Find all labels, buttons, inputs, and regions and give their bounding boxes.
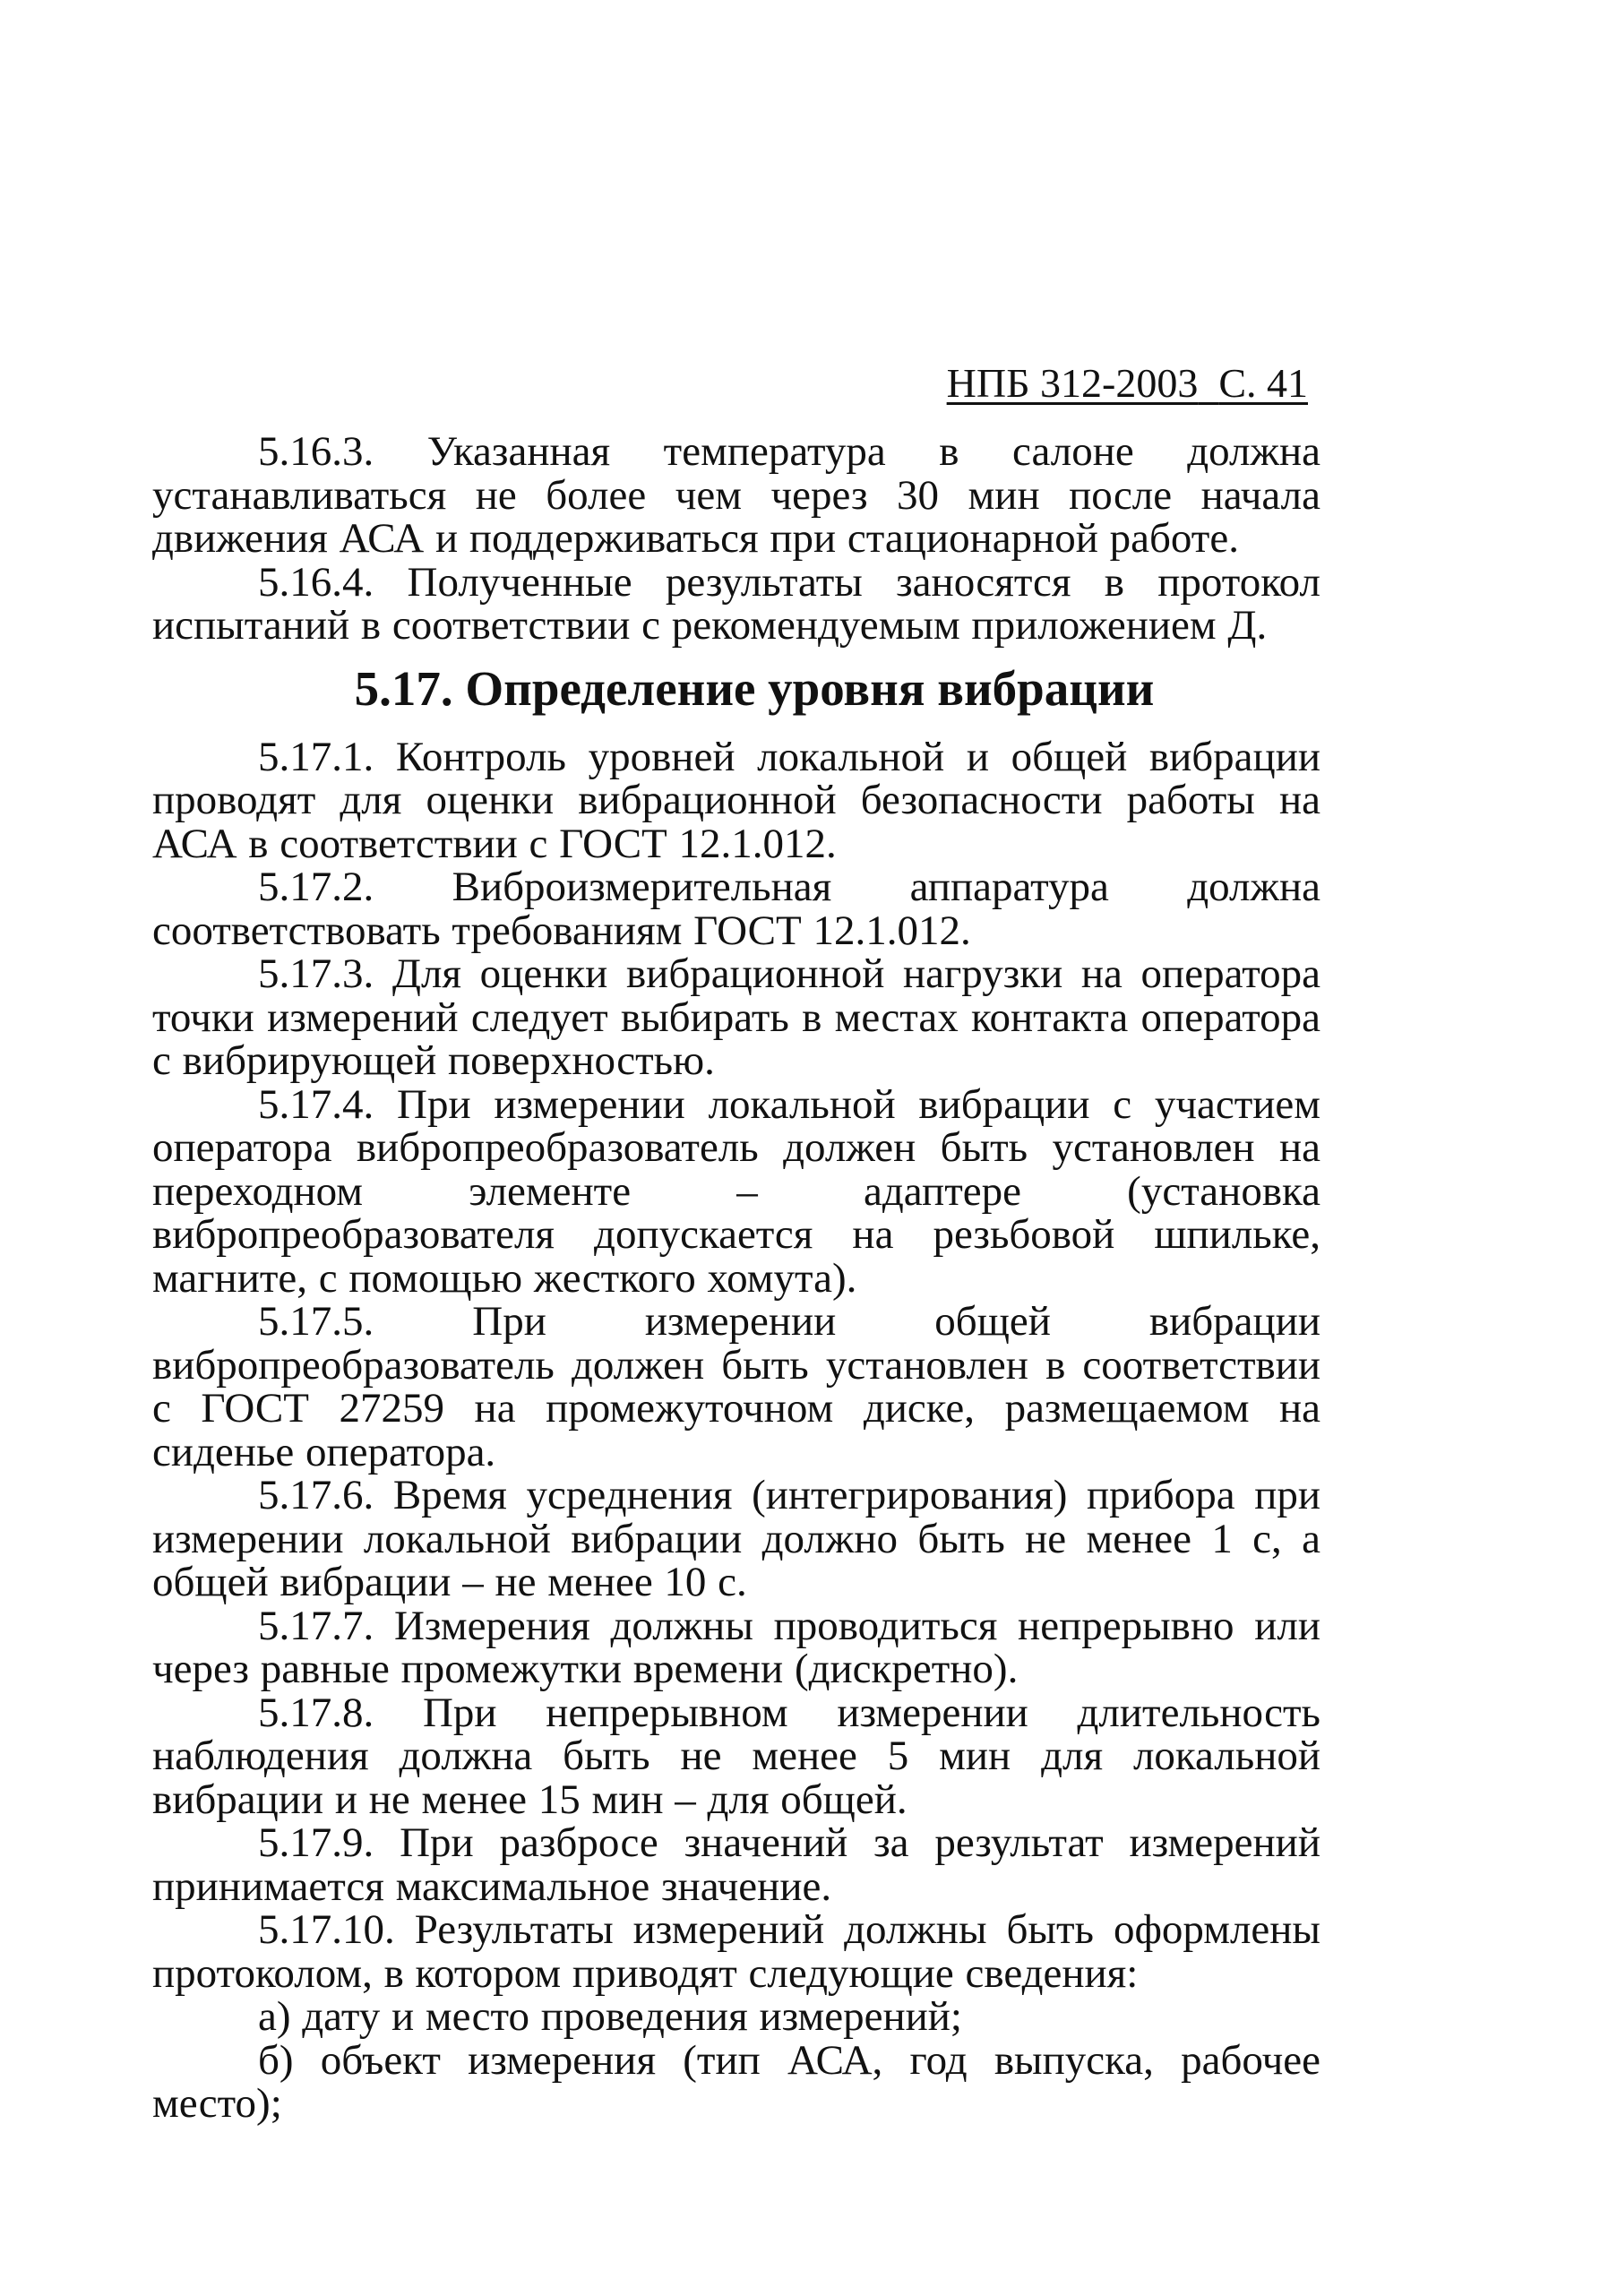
paragraph-5-17-3: 5.17.3. Для оценки вибрационной нагрузки на оператора точки измерений следует выбирать в местах контакта оператора с вибрирующей поверхностью. bbox=[152, 950, 1320, 1084]
paragraph-5-17-8: 5.17.8. При непрерывном измерении длительность наблюдения должна быть не менее 5 мин для локальной вибрации и не менее 15 мин – для общей. bbox=[152, 1689, 1320, 1823]
page-header bbox=[914, 358, 1308, 408]
list-item-b: б) объект измерения (тип АСА, год выпуска, рабочее место); bbox=[152, 2036, 1320, 2127]
document-body bbox=[152, 430, 1320, 2126]
paragraph-5-17-7: 5.17.7. Измерения должны проводиться непрерывно или через равные промежутки времени (дискретно). bbox=[152, 1602, 1320, 1692]
list-item-a: а) дату и место проведения измерений; bbox=[258, 1993, 962, 2040]
paragraph-5-17-5: 5.17.5. При измерении общей вибрации вибропреобразователь должен быть установлен в соответствии с ГОСТ 27259 на промежуточном диске, размещаемом на сиденье оператора. bbox=[152, 1298, 1320, 1475]
paragraph-5-17-4: 5.17.4. При измерении локальной вибрации с участием оператора вибропреобразователь должен быть установлен на переходном элементе – адаптере (установка вибропреобразователя допускается на резьбовой шпильке, магните, с помощью жесткого хомута). bbox=[152, 1080, 1320, 1302]
section-heading: 5.17. Определение уровня вибрации bbox=[354, 660, 1155, 716]
paragraph-5-17-9: 5.17.9. При разбросе значений за результат измерений принимается максимальное значение. bbox=[152, 1819, 1320, 1910]
page-number: С. 41 bbox=[1218, 360, 1308, 406]
paragraph-5-17-10: 5.17.10. Результаты измерений должны быть оформлены протоколом, в котором приводят следующие сведения: bbox=[152, 1906, 1320, 1997]
paragraph-5-16-4: 5.16.4. Полученные результаты заносятся в протокол испытаний в соответствии с рекомендуемым приложением Д. bbox=[152, 558, 1320, 649]
paragraph-5-17-2: 5.17.2. Виброизмерительная аппаратура должна соответствовать требованиям ГОСТ 12.1.012. bbox=[152, 864, 1320, 954]
paragraph-5-16-3: 5.16.3. Указанная температура в салоне должна устанавливаться не более чем через 30 мин после начала движения АСА и поддерживаться при стационарной работе. bbox=[152, 428, 1320, 562]
paragraph-5-17-1: 5.17.1. Контроль уровней локальной и общей вибрации проводят для оценки вибрационной безопасности работы на АСА в соответствии с ГОСТ 12.1.012. bbox=[152, 733, 1320, 867]
document-code: НПБ 312-2003 bbox=[946, 360, 1199, 406]
paragraph-5-17-6: 5.17.6. Время усреднения (интегрирования) прибора при измерении локальной вибрации должно быть не менее 1 с, а общей вибрации – не менее 10 с. bbox=[152, 1472, 1320, 1605]
